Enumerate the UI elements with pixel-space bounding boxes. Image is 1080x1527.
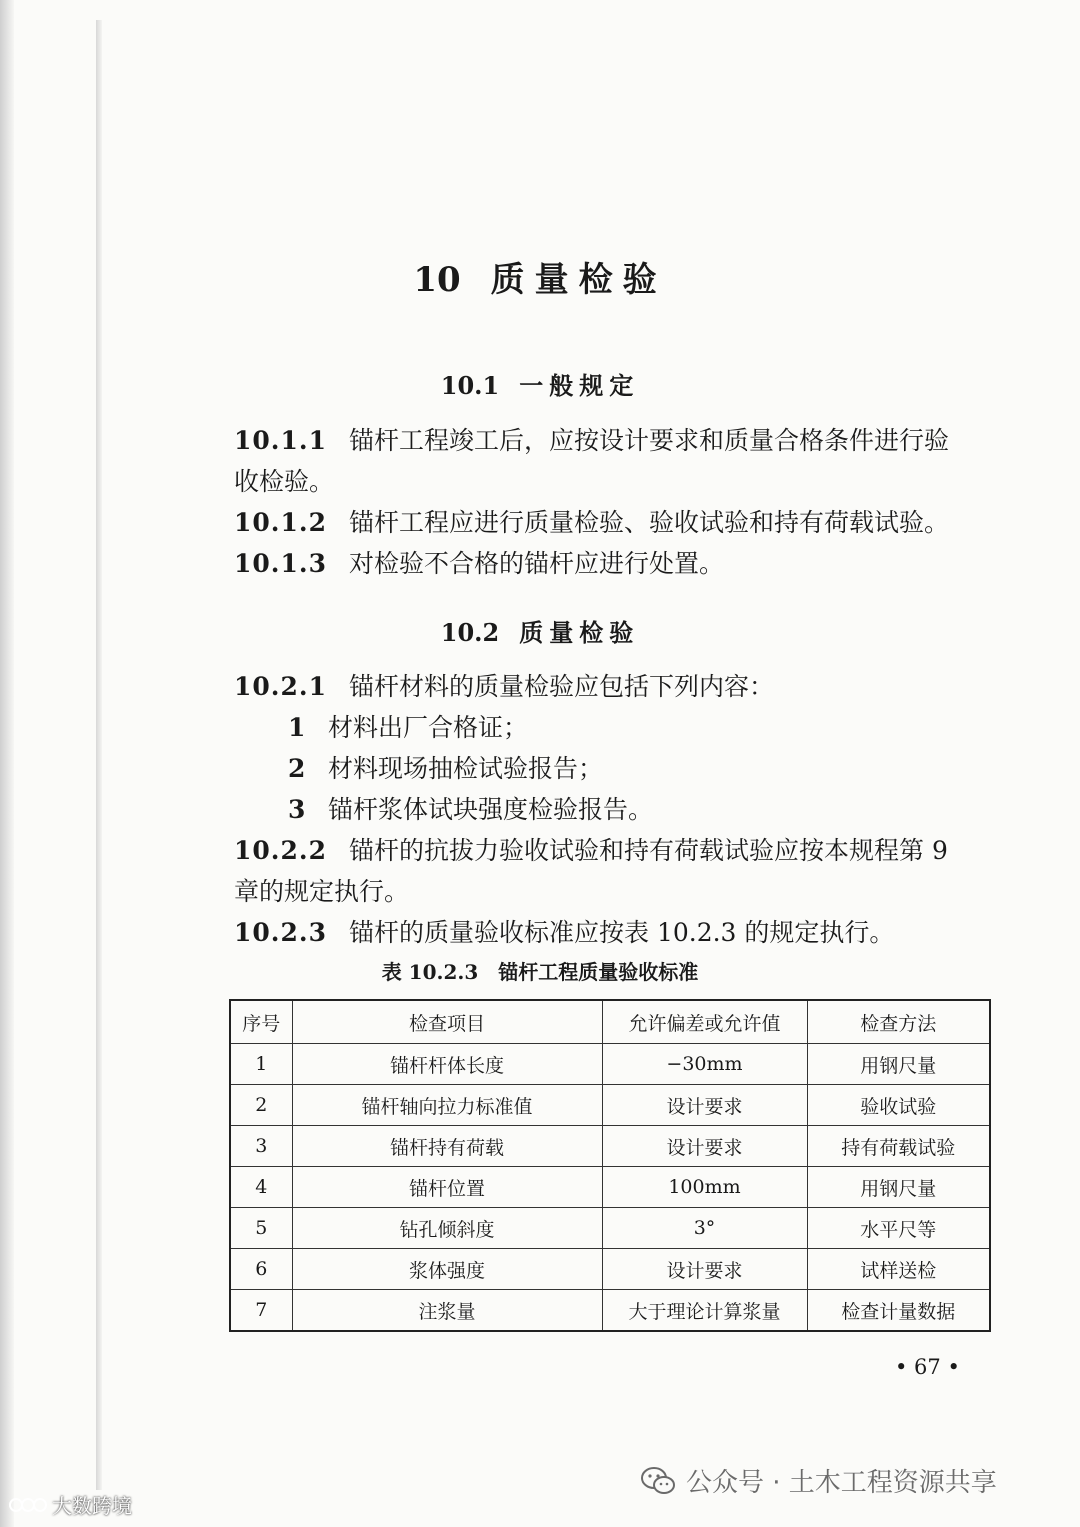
table-cell: 锚杆轴向拉力标准值	[292, 1085, 602, 1126]
table-cell: 大于理论计算浆量	[602, 1290, 807, 1332]
table-cell: 6	[230, 1249, 292, 1290]
clause-text: 锚杆工程应进行质量检验、验收试验和持有荷载试验。	[349, 508, 950, 537]
list-item-index: 3	[288, 795, 306, 824]
table-cell: 浆体强度	[292, 1249, 602, 1290]
clause-text: 锚杆的质量验收标准应按表 10.2.3 的规定执行。	[349, 918, 895, 947]
table-cell: 设计要求	[602, 1126, 807, 1167]
table-cell: 7	[230, 1290, 292, 1332]
clause-number: 10.1.1	[234, 426, 327, 455]
clause-number: 10.2.2	[234, 836, 327, 865]
section-title-10-1	[0, 366, 1080, 401]
table-row	[230, 1208, 990, 1249]
clause-10-1-1	[234, 420, 1004, 502]
table-row	[230, 1126, 990, 1167]
quality-acceptance-table	[229, 999, 991, 1332]
clause-number: 10.1.3	[234, 549, 327, 578]
table-row	[230, 1167, 990, 1208]
wechat-icon	[640, 1466, 676, 1496]
chapter-title	[0, 252, 1080, 301]
table-cell: 锚杆持有荷载	[292, 1126, 602, 1167]
table-cell: 2	[230, 1085, 292, 1126]
table-cell: 5	[230, 1208, 292, 1249]
table-cell: 4	[230, 1167, 292, 1208]
clause-text: 锚杆工程竣工后，应按设计要求和质量合格条件进行验	[349, 426, 950, 455]
table-cell: 3	[230, 1126, 292, 1167]
clause-text: 锚杆的抗拔力验收试验和持有荷载试验应按本规程第 9	[349, 836, 948, 865]
table-cell: 锚杆位置	[292, 1167, 602, 1208]
table-cell: 1	[230, 1044, 292, 1085]
list-item-text: 材料现场抽检试验报告；	[328, 754, 604, 783]
section-number: 10.2	[440, 618, 500, 647]
clause-text-continued: 收检验。	[234, 467, 335, 496]
clause-10-2-2	[234, 830, 1004, 912]
column-header-tolerance: 允许偏差或允许值	[602, 1000, 807, 1044]
chapter-number: 10	[413, 260, 461, 300]
watermark-text: 公众号 · 土木工程资源共享	[686, 1468, 997, 1498]
section-name: 质量检验	[519, 618, 640, 647]
list-item	[288, 707, 988, 748]
list-item-index: 1	[288, 713, 306, 742]
section-title-10-2	[0, 613, 1080, 648]
list-item-text: 锚杆浆体试块强度检验报告。	[328, 795, 654, 824]
clause-10-1-2	[234, 502, 1004, 543]
chapter-name: 质量检验	[490, 260, 667, 300]
column-header-item: 检查项目	[292, 1000, 602, 1044]
clause-number: 10.2.1	[234, 672, 327, 701]
table-cell: 设计要求	[602, 1249, 807, 1290]
table-cell: 用钢尺量	[807, 1044, 990, 1085]
column-header-index: 序号	[230, 1000, 292, 1044]
table-number: 表 10.2.3	[381, 960, 479, 984]
table-cell: 持有荷载试验	[807, 1126, 990, 1167]
table-cell: 检查计量数据	[807, 1290, 990, 1332]
table-cell: 注浆量	[292, 1290, 602, 1332]
page-left-edge	[0, 0, 14, 1527]
clause-text: 锚杆材料的质量检验应包括下列内容：	[349, 672, 775, 701]
clause-text-continued: 章的规定执行。	[234, 877, 410, 906]
table-row	[230, 1044, 990, 1085]
table-row	[230, 1249, 990, 1290]
table-cell: −30mm	[602, 1044, 807, 1085]
table-cell: 验收试验	[807, 1085, 990, 1126]
table-cell: 试样送检	[807, 1249, 990, 1290]
column-header-method: 检查方法	[807, 1000, 990, 1044]
table-cell: 3°	[602, 1208, 807, 1249]
clause-text: 对检验不合格的锚杆应进行处置。	[349, 549, 725, 578]
list-item	[288, 789, 988, 830]
table-cell: 钻孔倾斜度	[292, 1208, 602, 1249]
book-spine-shadow	[96, 20, 102, 1490]
section-name: 一般规定	[519, 371, 640, 400]
table-title: 锚杆工程质量验收标准	[498, 960, 699, 984]
section-number: 10.1	[440, 371, 500, 400]
brand-logo	[8, 1490, 132, 1519]
clause-number: 10.2.3	[234, 918, 327, 947]
table-row	[230, 1290, 990, 1332]
clause-10-2-3	[234, 912, 1004, 953]
clause-10-2-1	[234, 666, 1004, 707]
table-cell: 100mm	[602, 1167, 807, 1208]
page-number: • 67 •	[895, 1355, 960, 1379]
table-caption	[0, 956, 1080, 985]
table-cell: 锚杆杆体长度	[292, 1044, 602, 1085]
watermark	[640, 1462, 997, 1499]
table-cell: 水平尺等	[807, 1208, 990, 1249]
list-item	[288, 748, 988, 789]
list-item-text: 材料出厂合格证；	[328, 713, 529, 742]
table-cell: 设计要求	[602, 1085, 807, 1126]
clause-10-1-3	[234, 543, 1004, 584]
logo-text: 大数跨境	[52, 1494, 132, 1518]
list-item-index: 2	[288, 754, 306, 783]
table-header-row	[230, 1000, 990, 1044]
table-row	[230, 1085, 990, 1126]
clause-number: 10.1.2	[234, 508, 327, 537]
table-cell: 用钢尺量	[807, 1167, 990, 1208]
logo-icon	[8, 1495, 48, 1515]
